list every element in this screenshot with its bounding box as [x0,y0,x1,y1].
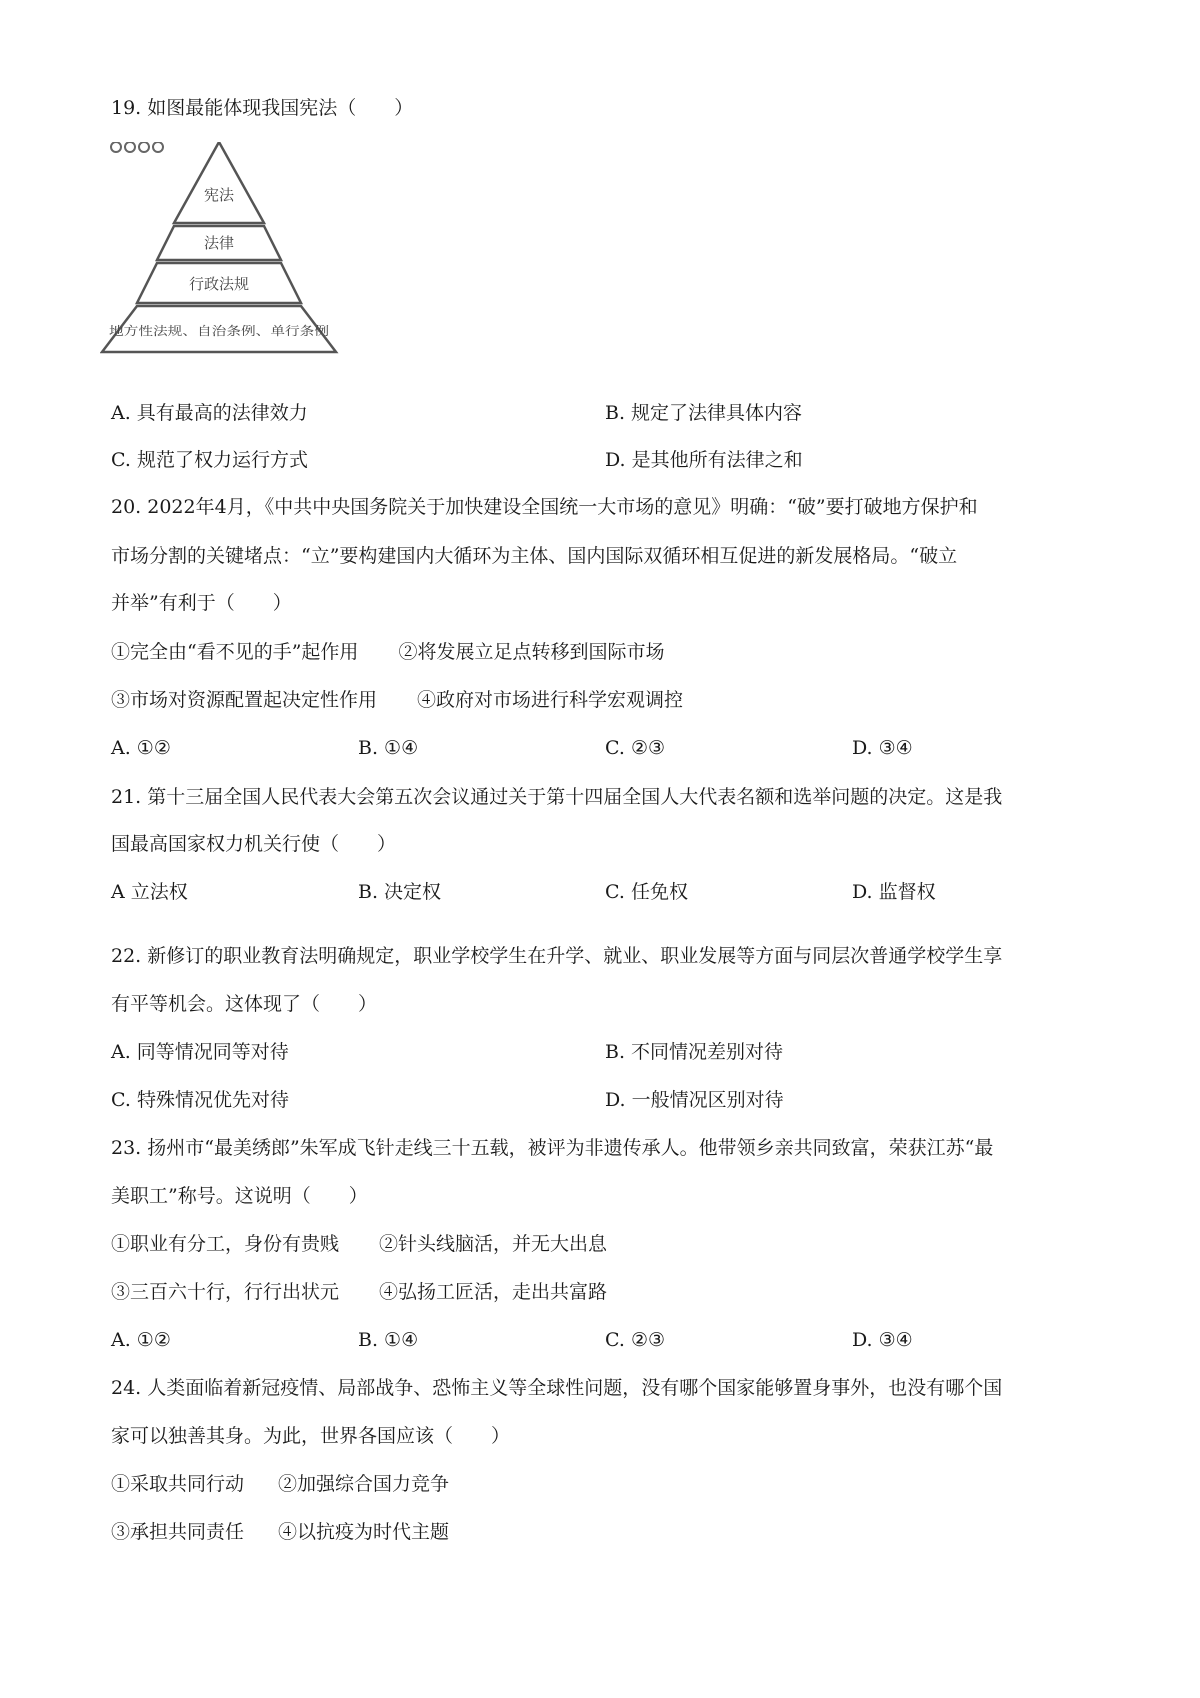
q22-option-b[interactable]: B. 不同情况差别对待 [605,1041,784,1063]
q20-stem-line-2: 市场分割的关键堵点：“立”要构建国内大循环为主体、国内国际双循环相互促进的新发展格局。“破立 [111,545,958,567]
q24-item-4: ④以抗疫为时代主题 [278,1521,450,1543]
q23-option-c[interactable]: C. ②③ [605,1329,666,1351]
pyramid-label-local-regulations: 地方性法规、自治条例、单行条例 [109,324,290,338]
q20-option-a[interactable]: A. ①② [111,737,171,759]
q20-items-row-1 [111,640,664,664]
figure-mark-3 [139,142,149,152]
q21-stem-line-1: 21. 第十三届全国人民代表大会第五次会议通过关于第十四届全国人大代表名额和选举问题的决定。这是我 [111,786,1003,808]
q22-option-c[interactable]: C. 特殊情况优先对待 [111,1089,289,1111]
q20-item-2: ②将发展立足点转移到国际市场 [398,641,665,663]
q23-stem-line-1: 23. 扬州市“最美绣郎”朱军成飞针走线三十五载，被评为非遗传承人。他带领乡亲共同致富，荣获江苏“最 [111,1137,994,1159]
q22-stem-line-2: 有平等机会。这体现了（ ） [111,993,378,1015]
q23-item-2: ②针头线脑活，并无大出息 [379,1233,608,1255]
q20-option-d[interactable]: D. ③④ [852,737,913,759]
q20-items-row-2 [111,688,683,712]
figure-mark-1 [111,142,121,152]
q20-option-c[interactable]: C. ②③ [605,737,666,759]
q23-item-3: ③三百六十行，行行出状元 [111,1281,340,1303]
q23-items-row-2 [111,1280,607,1304]
figure-mark-2 [125,142,135,152]
q22-option-d[interactable]: D. 一般情况区别对待 [605,1089,784,1111]
q24-items-row-1 [111,1472,449,1496]
pyramid-label-constitution: 宪法 [203,186,235,204]
q20-item-1: ①完全由“看不见的手”起作用 [111,641,359,663]
q19-option-a[interactable]: A. 具有最高的法律效力 [111,402,308,424]
legal-hierarchy-pyramid [100,142,370,387]
q24-stem-line-1: 24. 人类面临着新冠疫情、局部战争、恐怖主义等全球性问题，没有哪个国家能够置身事外，也没有哪个国 [111,1377,1003,1399]
q24-item-1: ①采取共同行动 [111,1473,245,1495]
pyramid-label-admin-regulations: 行政法规 [188,275,250,293]
pyramid-label-law: 法律 [203,234,235,252]
q22-option-a[interactable]: A. 同等情况同等对待 [111,1041,289,1063]
q19-option-c[interactable]: C. 规范了权力运行方式 [111,449,308,471]
q23-items-row-1 [111,1232,607,1256]
q23-option-b[interactable]: B. ①④ [358,1329,419,1351]
q24-item-3: ③承担共同责任 [111,1521,245,1543]
q21-stem-line-2: 国最高国家权力机关行使（ ） [111,833,397,855]
q19-option-d[interactable]: D. 是其他所有法律之和 [605,449,803,471]
q21-option-c[interactable]: C. 任免权 [605,881,688,903]
q21-option-a[interactable]: A 立法权 [111,881,188,903]
q23-item-4: ④弘扬工匠活，走出共富路 [379,1281,608,1303]
q22-stem-line-1: 22. 新修订的职业教育法明确规定，职业学校学生在升学、就业、职业发展等方面与同层次普通学校学生享 [111,945,1003,967]
q19-option-b[interactable]: B. 规定了法律具体内容 [605,402,803,424]
pyramid-tier-1 [174,142,264,223]
q20-stem-line-1: 20. 2022年4月，《中共中央国务院关于加快建设全国统一大市场的意见》明确：“破”要打破地方保护和 [111,496,978,518]
q20-option-b[interactable]: B. ①④ [358,737,419,759]
q20-stem-line-3: 并举”有利于（ ） [111,592,292,614]
q23-item-1: ①职业有分工，身份有贵贱 [111,1233,340,1255]
q24-stem-line-2: 家可以独善其身。为此，世界各国应该（ ） [111,1425,511,1447]
q23-option-d[interactable]: D. ③④ [852,1329,913,1351]
q20-item-4: ④政府对市场进行科学宏观调控 [417,689,684,711]
q20-item-3: ③市场对资源配置起决定性作用 [111,689,378,711]
q24-items-row-2 [111,1520,449,1544]
figure-mark-4 [153,142,163,152]
q21-option-d[interactable]: D. 监督权 [852,881,936,903]
q19-stem: 19. 如图最能体现我国宪法（ ） [111,97,414,119]
q23-stem-line-2: 美职工”称号。这说明（ ） [111,1185,368,1207]
q24-item-2: ②加强综合国力竞争 [278,1473,450,1495]
q21-option-b[interactable]: B. 决定权 [358,881,442,903]
q23-option-a[interactable]: A. ①② [111,1329,171,1351]
